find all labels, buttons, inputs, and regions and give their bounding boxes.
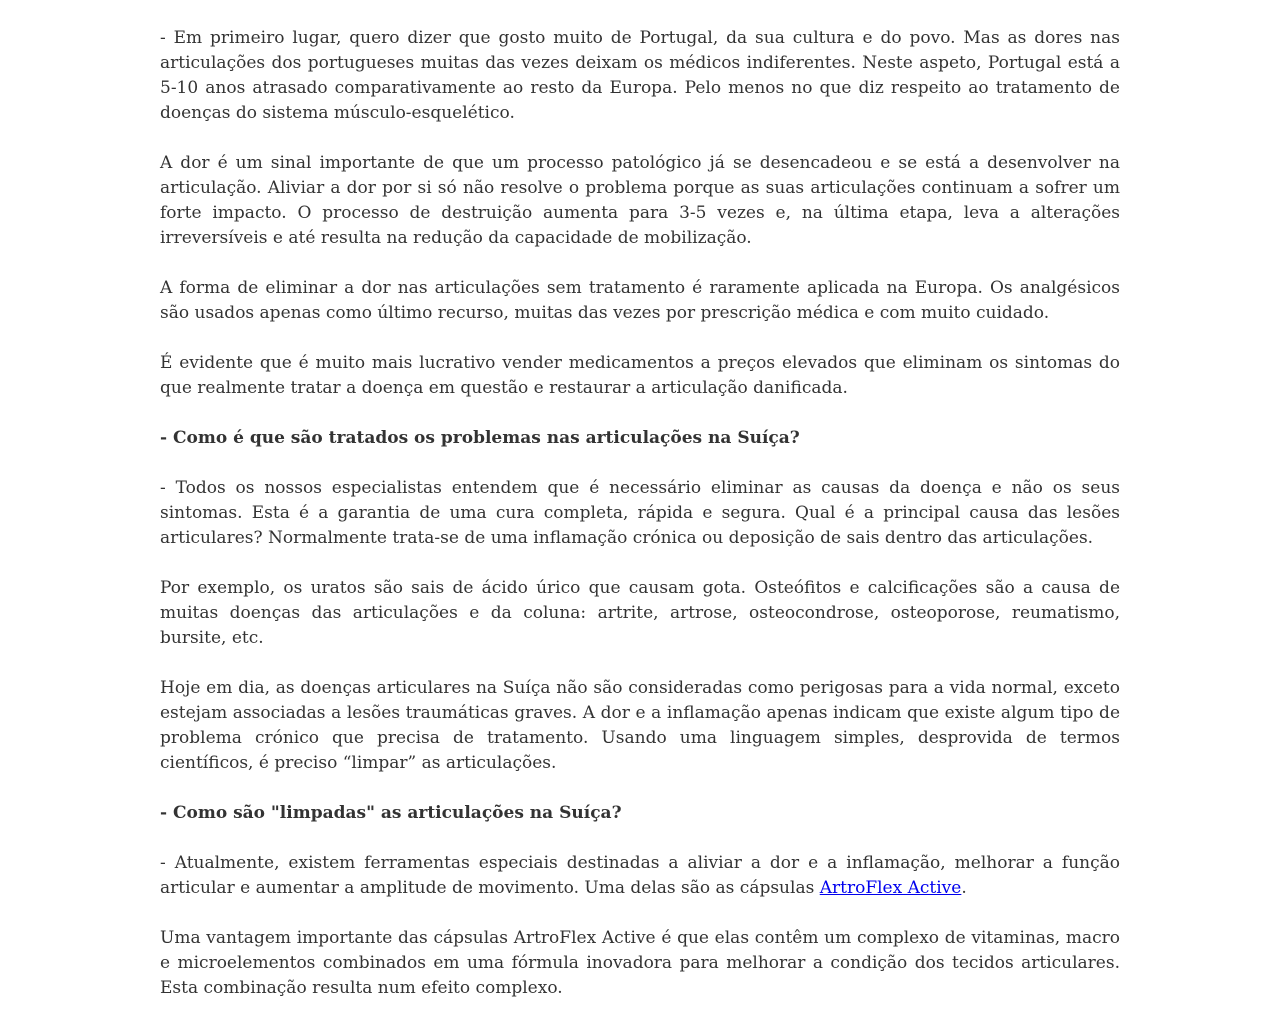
product-link[interactable]: ArtroFlex Active	[819, 878, 962, 898]
paragraph-8-end: .	[961, 878, 967, 898]
paragraph-6: Por exemplo, os uratos são sais de ácido úrico que causam gota. Osteófitos e calcificações são a causa de muitas doenças das articulações e da coluna: artrite, artrose, osteocondrose, osteoporose, reumatismo, bursite, etc.	[160, 578, 1120, 648]
paragraph-2: A dor é um sinal importante de que um processo patológico já se desencadeou e se está a desenvolver na articulação. Aliviar a dor por si só não resolve o problema porque as suas articulações continuam a sofrer um forte impacto. O processo de destruição aumenta para 3-5 vezes e, na última etapa, leva a alterações irreversíveis e até resulta na redução da capacidade de mobilização.	[160, 153, 1120, 248]
paragraph-1: - Em primeiro lugar, quero dizer que gosto muito de Portugal, da sua cultura e do povo. Mas as dores nas articulações dos portugueses muitas das vezes deixam os médicos indiferentes. Neste aspeto, Portugal está a 5-10 anos atrasado comparativamente ao resto da Europa. Pelo menos no que diz respeito ao tratamento de doenças do sistema músculo-esquelético.	[160, 28, 1120, 123]
article-body	[160, 0, 1120, 1026]
paragraph-5: - Todos os nossos especialistas entendem que é necessário eliminar as causas da doença e não os seus sintomas. Esta é a garantia de uma cura completa, rápida e segura. Qual é a principal causa das lesões articulares? Normalmente trata-se de uma inflamação crónica ou deposição de sais dentro das articulações.	[160, 478, 1120, 548]
question-heading-1: - Como é que são tratados os problemas nas articulações na Suíça?	[160, 428, 800, 448]
paragraph-3: A forma de eliminar a dor nas articulações sem tratamento é raramente aplicada na Europa. Os analgésicos são usados apenas como último recurso, muitas das vezes por prescrição médica e com muito cuidado.	[160, 278, 1120, 323]
paragraph-cut-top	[160, 0, 1120, 1]
paragraph-8-text: - Atualmente, existem ferramentas especiais destinadas a aliviar a dor e a inflamação, melhorar a função articular e aumentar a amplitude de movimento. Uma delas são as cápsulas	[160, 853, 1120, 898]
paragraph-8	[160, 851, 1120, 901]
paragraph-9: Uma vantagem importante das cápsulas ArtroFlex Active é que elas contêm um complexo de vitaminas, macro e microelementos combinados em uma fórmula inovadora para melhorar a condição dos tecidos articulares. Esta combinação resulta num efeito complexo.	[160, 928, 1120, 998]
paragraph-4: É evidente que é muito mais lucrativo vender medicamentos a preços elevados que eliminam os sintomas do que realmente tratar a doença em questão e restaurar a articulação danificada.	[160, 353, 1120, 398]
paragraph-7: Hoje em dia, as doenças articulares na Suíça não são consideradas como perigosas para a vida normal, exceto estejam associadas a lesões traumáticas graves. A dor e a inflamação apenas indicam que existe algum tipo de problema crónico que precisa de tratamento. Usando uma linguagem simples, desprovida de termos científicos, é preciso “limpar” as articulações.	[160, 678, 1120, 773]
question-heading-2: - Como são "limpadas" as articulações na Suíça?	[160, 803, 622, 823]
